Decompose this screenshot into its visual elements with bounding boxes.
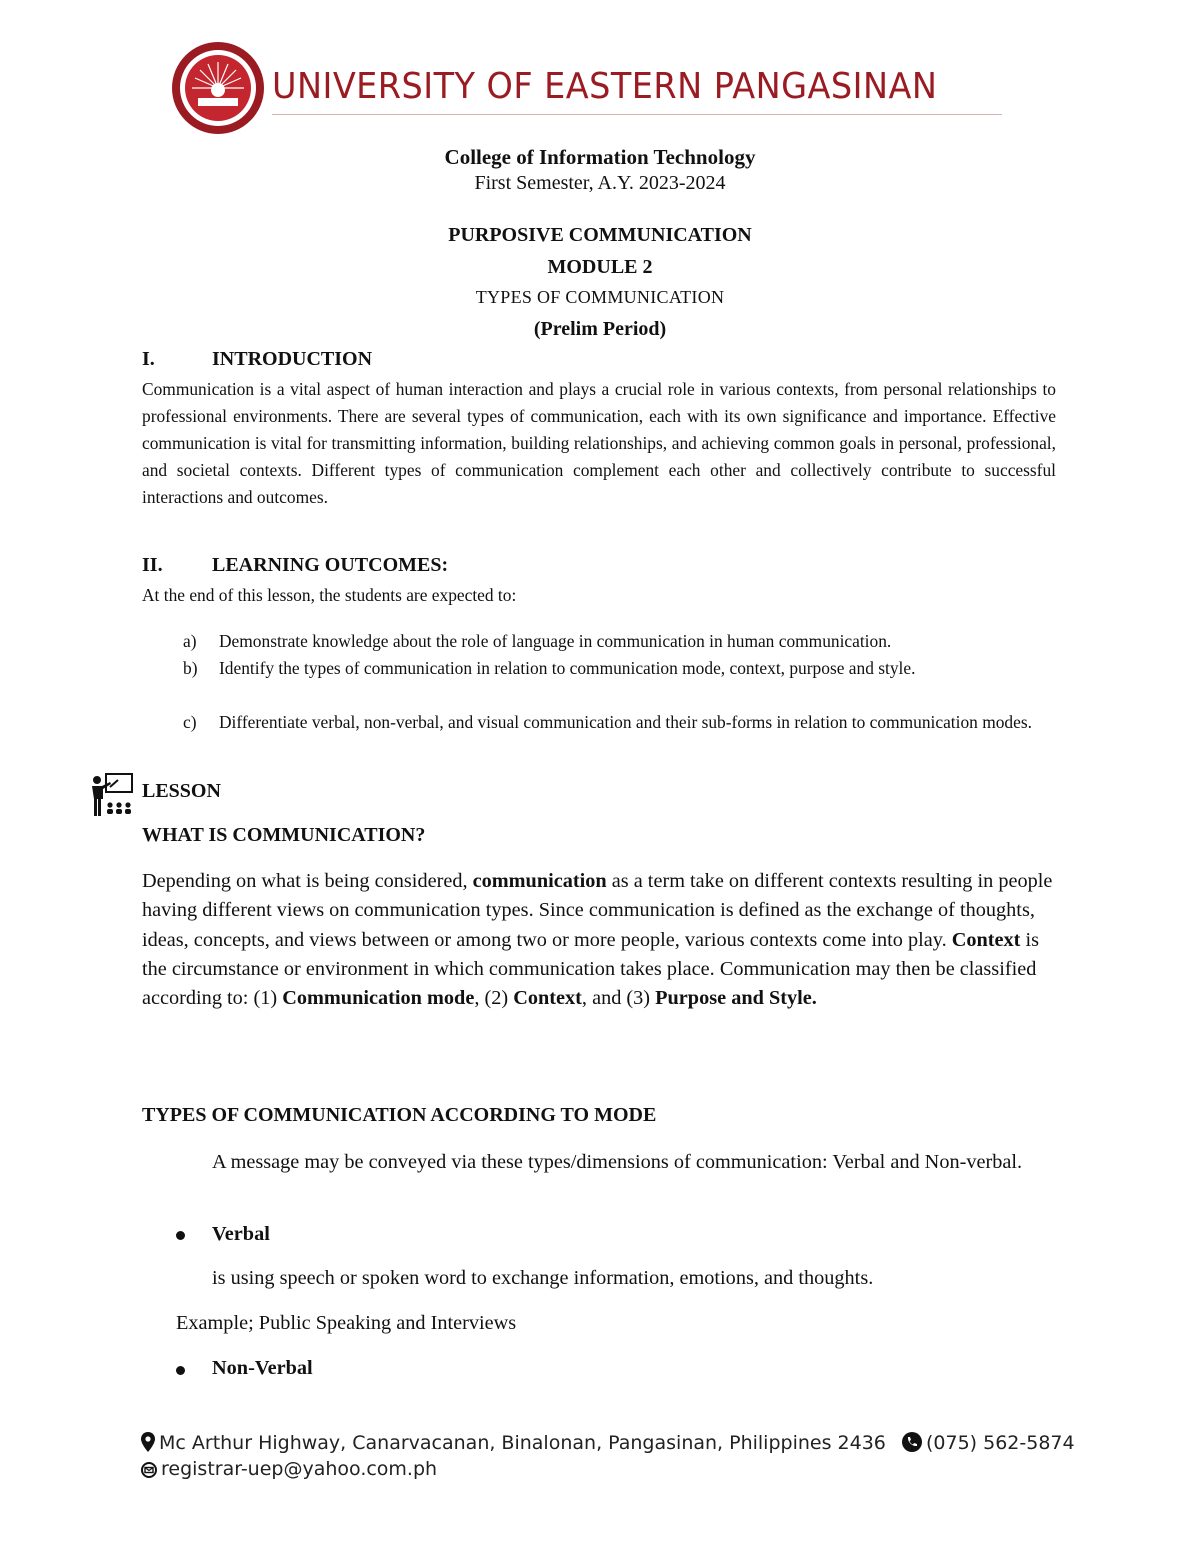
email-icon [141,1462,157,1478]
list-item [183,655,1056,682]
introduction-text: Communication is a vital aspect of human interaction and plays a crucial role in various contexts, from personal relationships to professional environments. There are several types of communication, each with its own significance and importance. Effective communication is vital for transmitting information, building relationships, and achieving common goals in personal, professional, and societal contexts. Different types of communication complement each other and collectively contribute to successful interactions and outcomes. [142,379,1056,507]
list-item [183,628,1056,655]
bullet-icon [176,1366,185,1375]
list-item-text: Demonstrate knowledge about the role of language in communication in human communication. [219,631,892,651]
verbal-label: Verbal [212,1223,270,1245]
footer-address [141,1432,886,1454]
teacher-presentation-icon [88,772,134,818]
phone-icon [902,1432,922,1452]
footer-email-text: registrar-uep@yahoo.com.ph [161,1458,438,1480]
introduction-heading [142,348,372,371]
verbal-example: Example; Public Speaking and Interviews [176,1312,517,1334]
footer-phone-text: (075) 562-5874 [926,1432,1075,1454]
module-subtitle: TYPES OF COMMUNICATION [475,287,725,307]
nonverbal-label: Non-Verbal [212,1357,313,1379]
what-is-communication-text: Depending on what is being considered, communication as a term take on different contexts resulting in people having different views on communication types. Since communication is defined as the exchange of thoughts, ideas, concepts, and views between or among two or more people, various contexts come into play. Context is the circumstance or environment in which communication takes place. Communication may then be classified according to: (1) Communication mode, (2) Context, and (3) Purpose and Style. [142,870,1053,1010]
list-item-text: Differentiate verbal, non-verbal, and visual communication and their sub-forms in relation to communication modes. [219,712,1032,732]
list-marker: c) [183,712,197,732]
what-is-communication-heading: WHAT IS COMMUNICATION? [142,824,426,846]
course-title: PURPOSIVE COMMUNICATION [448,224,752,246]
university-seal-logo [170,40,266,136]
college-name: College of Information Technology [444,145,756,169]
section-number: I. [142,348,155,370]
period-label: (Prelim Period) [533,318,667,340]
list-item [183,709,1056,736]
verbal-description: is using speech or spoken word to exchange information, emotions, and thoughts. [212,1267,874,1289]
list-marker: b) [183,658,198,678]
footer-phone [902,1432,1075,1454]
section-title: INTRODUCTION [212,348,373,370]
location-pin-icon [141,1432,155,1452]
types-by-mode-heading: TYPES OF COMMUNICATION ACCORDING TO MODE [142,1104,657,1126]
section-title: LEARNING OUTCOMES: [212,554,449,576]
semester: First Semester, A.Y. 2023-2024 [474,172,726,194]
list-item-text: Identify the types of communication in relation to communication mode, context, purpose and style. [219,658,916,678]
learning-outcomes-heading [142,554,448,577]
university-name: UNIVERSITY OF EASTERN PANGASINAN [272,66,938,107]
bullet-icon [176,1231,185,1240]
learning-outcomes-intro: At the end of this lesson, the students are expected to: [142,585,517,605]
lesson-heading: LESSON [142,780,221,802]
list-marker: a) [183,631,197,651]
footer-address-text: Mc Arthur Highway, Canarvacanan, Binalonan, Pangasinan, Philippines 2436 [159,1432,886,1454]
types-by-mode-text: A message may be conveyed via these types/dimensions of communication: Verbal and Non-verbal. [212,1151,1023,1173]
footer-email [141,1458,437,1480]
header-divider [272,114,1002,115]
module-title: MODULE 2 [547,256,653,278]
section-number: II. [142,554,163,576]
